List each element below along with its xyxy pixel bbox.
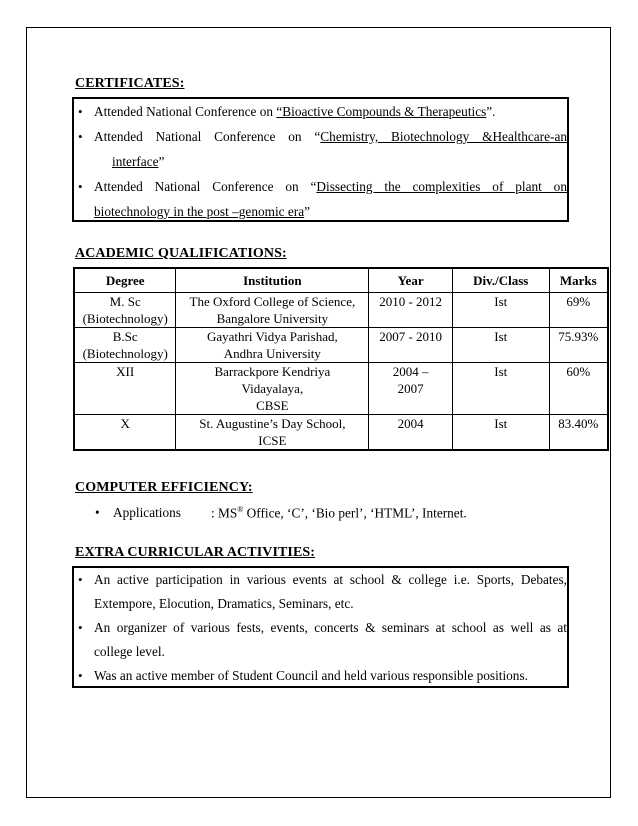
table-header-row xyxy=(74,268,608,293)
certificate-text-end: ” xyxy=(158,154,165,169)
bullet-icon: • xyxy=(78,620,83,635)
certificate-line xyxy=(94,149,567,174)
certificate-line xyxy=(94,124,567,149)
extra-line: An organizer of various fests, events, concerts & seminars at school as well as at xyxy=(94,620,567,635)
certificate-item-1 xyxy=(74,99,567,124)
computer-heading: COMPUTER EFFICIENCY: xyxy=(75,480,253,495)
year-cell: 2010 - 2012 xyxy=(369,293,453,328)
academic-heading: ACADEMIC QUALIFICATIONS: xyxy=(75,246,287,261)
table-row xyxy=(74,363,608,415)
year-cell: 2007 - 2010 xyxy=(369,328,453,363)
div-cell: Ist xyxy=(452,328,549,363)
div-cell: Ist xyxy=(452,415,549,451)
column-header-year: Year xyxy=(369,268,453,293)
academic-table xyxy=(73,267,609,451)
bullet-icon: • xyxy=(78,572,83,587)
table-row xyxy=(74,328,608,363)
extra-line: Extempore, Elocution, Dramatics, Seminars, etc. xyxy=(94,596,354,611)
table-row xyxy=(74,293,608,328)
div-cell: Ist xyxy=(452,363,549,415)
certificate-item-2 xyxy=(74,124,567,174)
certificate-text: Attended National Conference on xyxy=(94,104,277,119)
certificate-title: Dissecting the complexities of plant on xyxy=(316,179,567,194)
extra-item-1 xyxy=(74,568,567,616)
certificate-title: biotechnology in the post –genomic era xyxy=(94,204,305,219)
year-cell: 2004 xyxy=(369,415,453,451)
marks-cell: 60% xyxy=(549,363,608,415)
institution-cell: Gayathri Vidya Parishad, Andhra University xyxy=(176,328,369,363)
bullet-icon: • xyxy=(78,104,83,119)
bullet-icon: • xyxy=(95,505,100,520)
certificates-box xyxy=(72,97,569,222)
computer-value: : MS® Office, ‘C’, ‘Bio perl’, ‘HTML’, Internet. xyxy=(211,505,467,521)
bullet-icon: • xyxy=(78,179,83,194)
marks-cell: 83.40% xyxy=(549,415,608,451)
bullet-icon: • xyxy=(78,129,83,144)
certificate-item-3 xyxy=(74,174,567,224)
institution-cell: St. Augustine’s Day School, ICSE xyxy=(176,415,369,451)
certificate-title: interface xyxy=(112,154,159,169)
table-row xyxy=(74,415,608,451)
marks-cell: 75.93% xyxy=(549,328,608,363)
certificate-text: Attended National Conference on “ xyxy=(94,129,321,144)
certificate-title: Chemistry, Biotechnology &Healthcare-an xyxy=(320,129,567,144)
column-header-degree: Degree xyxy=(74,268,176,293)
column-header-div: Div./Class xyxy=(452,268,549,293)
year-cell: 2004 – 2007 xyxy=(369,363,453,415)
institution-cell: Barrackpore Kendriya Vidayalaya, CBSE xyxy=(176,363,369,415)
degree-cell: XII xyxy=(74,363,176,415)
certificate-text-end: ” xyxy=(304,204,311,219)
certificate-text: Attended National Conference on “ xyxy=(94,179,317,194)
degree-cell: B.Sc (Biotechnology) xyxy=(74,328,176,363)
certificate-text-end: ”. xyxy=(486,104,496,119)
degree-cell: X xyxy=(74,415,176,451)
computer-label: Applications xyxy=(113,505,181,520)
column-header-institution: Institution xyxy=(176,268,369,293)
extra-line: college level. xyxy=(94,644,165,659)
extra-item-3 xyxy=(74,664,567,688)
certificates-heading: CERTIFICATES: xyxy=(75,76,185,91)
div-cell: Ist xyxy=(452,293,549,328)
extra-line: An active participation in various events at school & college i.e. Sports, Debates, xyxy=(94,572,567,587)
certificate-line xyxy=(94,199,567,224)
certificate-line xyxy=(94,174,567,199)
extra-box xyxy=(72,566,569,688)
bullet-icon: • xyxy=(78,668,83,683)
marks-cell: 69% xyxy=(549,293,608,328)
column-header-marks: Marks xyxy=(549,268,608,293)
extra-heading: EXTRA CURRICULAR ACTIVITIES: xyxy=(75,545,316,560)
institution-cell: The Oxford College of Science, Bangalore University xyxy=(176,293,369,328)
extra-item-2 xyxy=(74,616,567,664)
extra-line: Was an active member of Student Council and held various responsible positions. xyxy=(94,668,528,683)
degree-cell: M. Sc (Biotechnology) xyxy=(74,293,176,328)
certificate-title: “Bioactive Compounds & Therapeutics xyxy=(276,104,487,119)
